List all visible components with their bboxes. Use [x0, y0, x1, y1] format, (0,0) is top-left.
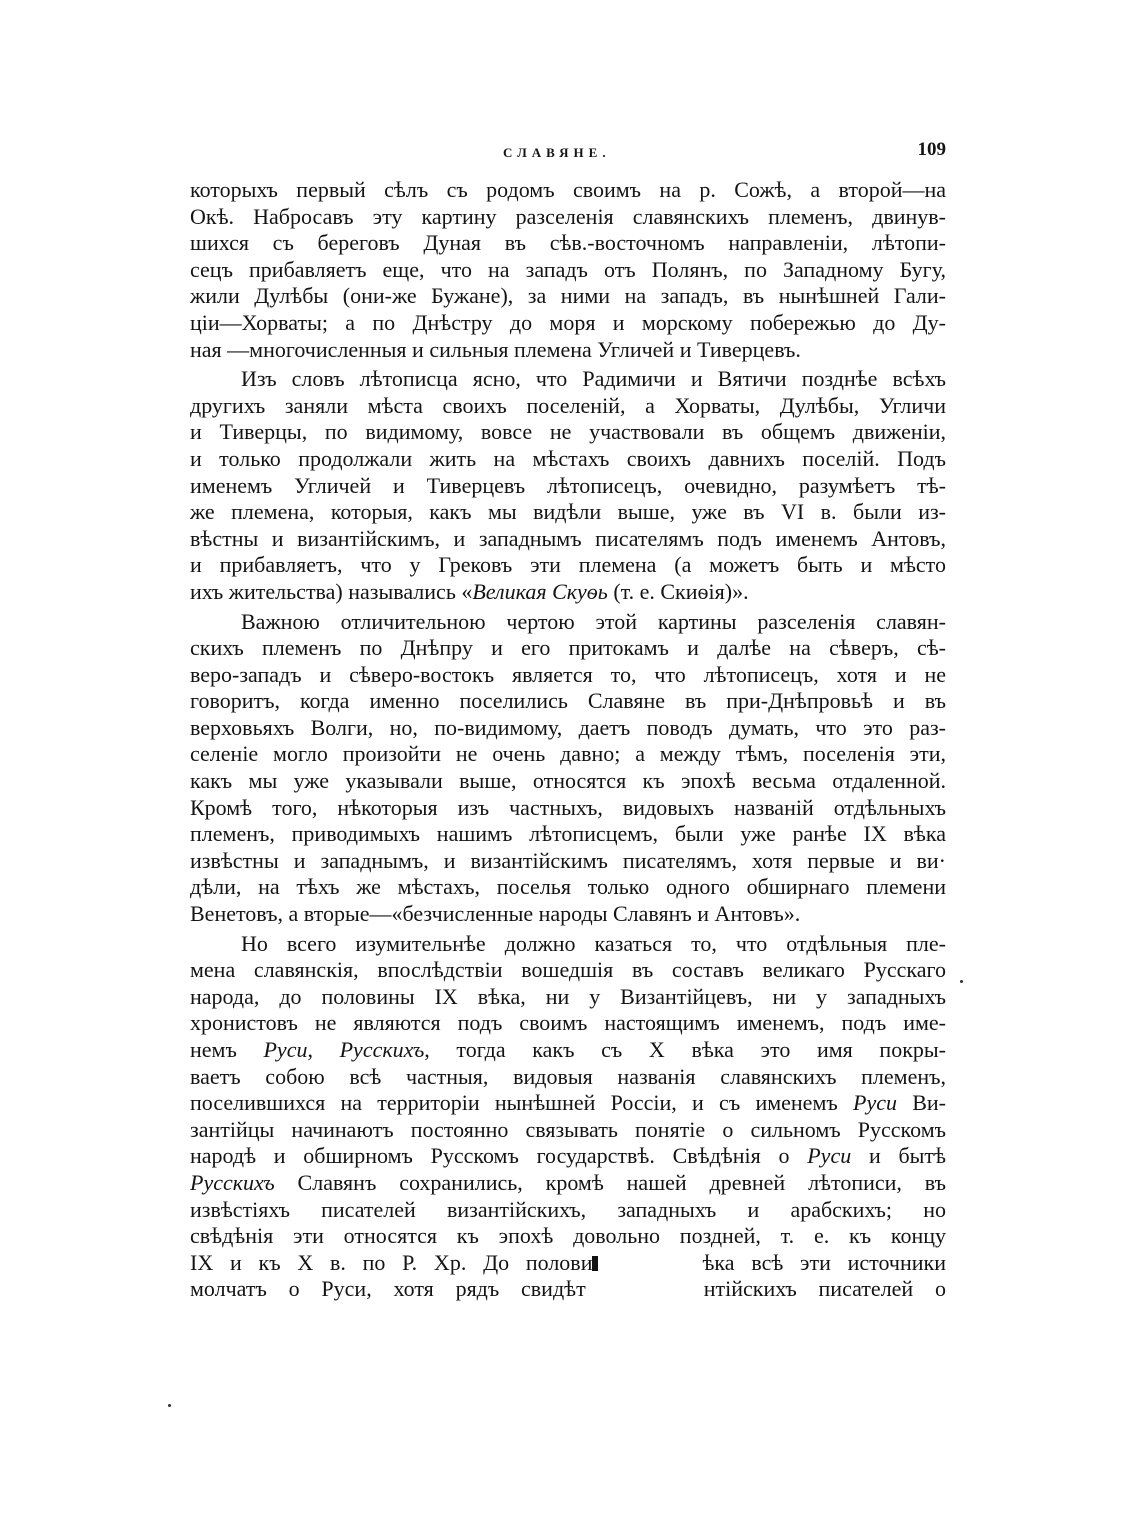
text-line: верховьяхъ Волги, но, по-видимому, даетъ поводъ думать, что это раз- [190, 714, 946, 740]
text-line: веро-западъ и сѣверо-востокъ является то, что лѣтописецъ, хотя и не [190, 661, 946, 687]
running-head: СЛАВЯНЕ. [503, 145, 611, 160]
text-run: Славянъ сохранились, кромѣ нашей древней лѣтописи, въ [274, 1169, 946, 1195]
text-line: селеніе могло произойти не очень давно; а между тѣмъ, поселенія эти, [190, 741, 946, 767]
text-line: народа, до половины IX вѣка, ни у Византійцевъ, ни у западныхъ [190, 983, 946, 1009]
text-line: хронистовъ не являются подъ своимъ настоящимъ именемъ, подъ име- [190, 1010, 946, 1036]
text-line: сецъ прибавляетъ еще, что на западъ отъ Полянъ, по Западному Бугу, [190, 256, 946, 282]
text-line: дѣли, на тѣхъ же мѣстахъ, поселья только одного обширнаго племени [190, 874, 946, 900]
text-run: народѣ и обширномъ Русскомъ государствѣ. Свѣдѣнія о [190, 1143, 808, 1169]
text-run: поселившихся на территоріи нынѣшней Россіи, и съ именемъ [190, 1090, 853, 1116]
text-line [190, 1037, 946, 1064]
text-line [190, 1250, 946, 1277]
text-line: же племена, которыя, какъ мы видѣли выше, уже въ VI в. были из- [190, 499, 946, 525]
text-run: ѣка всѣ эти источники [702, 1249, 946, 1275]
paragraph-2 [190, 366, 946, 605]
scan-speck [960, 980, 963, 983]
text-line: зантійцы начинаютъ постоянно связывать понятіе о сильномъ Русскомъ [190, 1116, 946, 1142]
paragraph-4 [190, 931, 946, 1303]
text-line [190, 1090, 946, 1117]
text-line: мена славянскія, впослѣдствіи вошедшія въ составъ великаго Русскаго [190, 957, 946, 983]
italic-term: Руси [807, 1143, 852, 1169]
text-line: Важною отличительною чертою этой картины разселенія славян- [241, 608, 946, 634]
scan-speck [168, 1404, 171, 1407]
text-line: Венетовъ, а вторые—«безчисленные народы Славянъ и Антовъ». [190, 901, 801, 927]
text-line: ваетъ собою всѣ частныя, видовыя названія славянскихъ племенъ, [190, 1063, 946, 1089]
text-line: Окѣ. Набросавъ эту картину разселенія славянскихъ племенъ, двинув- [190, 203, 946, 229]
italic-term: Руси [853, 1090, 897, 1116]
text-line: и прибавляетъ, что у Грековъ эти племена (а можетъ быть и мѣсто [190, 552, 946, 578]
text-run: (т. е. Скиѳія)». [607, 578, 749, 604]
text-line: какъ мы уже указывали выше, относятся къ эпохѣ весьма отдаленной. [190, 768, 946, 794]
text-line [190, 1170, 946, 1197]
text-line: скихъ племенъ по Днѣпру и его притокамъ и далѣе на сѣверъ, сѣ- [190, 635, 946, 661]
text-line: ціи—Хорваты; а по Днѣстру до моря и морскому побережью до Ду- [190, 309, 946, 335]
text-run: , тогда какъ съ X вѣка это имя покры- [424, 1037, 946, 1062]
text-line [190, 579, 946, 606]
text-line: шихся съ береговъ Дуная въ сѣв.-восточномъ направленіи, лѣтопи- [190, 230, 946, 256]
page-header [190, 141, 946, 167]
page-number: 109 [917, 139, 946, 160]
text-run: молчатъ о Руси, хотя рядъ свидѣт [190, 1276, 586, 1302]
text-line [190, 1276, 946, 1303]
text-run: немъ [190, 1037, 264, 1062]
text-line: и Тиверцы, по видимому, вовсе не участвовали въ общемъ движеніи, [190, 419, 946, 445]
text-run: ихъ жительства) назывались « [190, 578, 473, 604]
text-body [190, 177, 946, 1303]
text-run: и бытѣ [851, 1143, 946, 1169]
text-line: жили Дулѣбы (они-же Бужане), за ними на западъ, въ нынѣшней Гали- [190, 283, 946, 309]
text-run: , [307, 1037, 340, 1062]
italic-term: Русскихъ [190, 1169, 275, 1195]
text-line: именемъ Угличей и Тиверцевъ лѣтописецъ, очевидно, разумѣетъ тѣ- [190, 472, 946, 498]
paragraph-3 [190, 609, 946, 928]
text-line: Кромѣ того, нѣкоторыя изъ частныхъ, видовыхъ названій отдѣльныхъ [190, 794, 946, 820]
scan-gap [592, 1256, 598, 1271]
text-line: которыхъ первый сѣлъ съ родомъ своимъ на р. Сожѣ, а второй—на [190, 177, 946, 202]
text-line: Но всего изумительнѣе должно казаться то, что отдѣльныя пле- [241, 930, 946, 956]
text-run: нтійскихъ писателей о [703, 1276, 946, 1302]
text-line: извѣстны и западнымъ, и византійскимъ писателямъ, хотя первые и ви· [190, 847, 946, 873]
text-line: Изъ словъ лѣтописца ясно, что Радимичи и Вятичи позднѣе всѣхъ [241, 366, 946, 392]
paragraph-1 [190, 177, 946, 363]
text-line: свѣдѣнія эти относятся къ эпохѣ довольно поздней, т. е. къ концу [190, 1223, 946, 1249]
text-line: племенъ, приводимыхъ нашимъ лѣтописцемъ, были уже ранѣе IX вѣка [190, 821, 946, 847]
text-run: Ви- [896, 1090, 946, 1116]
text-line: другихъ заняли мѣста своихъ поселеній, а Хорваты, Дулѣбы, Угличи [190, 392, 946, 418]
text-line: говоритъ, когда именно поселились Славяне въ при-Днѣпровьѣ и въ [190, 688, 946, 714]
text-line: ная —многочисленныя и сильныя племена Угличей и Тиверцевъ. [190, 336, 801, 362]
italic-term: Русскихъ [339, 1037, 425, 1062]
text-line: извѣстіяхъ писателей византійскихъ, западныхъ и арабскихъ; но [190, 1196, 946, 1222]
text-line [190, 1143, 946, 1170]
italic-term: Руси [263, 1037, 308, 1062]
text-run: IX и къ X в. по Р. Хр. До полови [190, 1249, 593, 1275]
italic-term: Великая Скуѳь [472, 578, 608, 604]
text-line: и только продолжали жить на мѣстахъ своихъ давнихъ поселій. Подъ [190, 445, 946, 471]
text-line: вѣстны и византійскимъ, и западнымъ писателямъ подъ именемъ Антовъ, [190, 525, 946, 551]
